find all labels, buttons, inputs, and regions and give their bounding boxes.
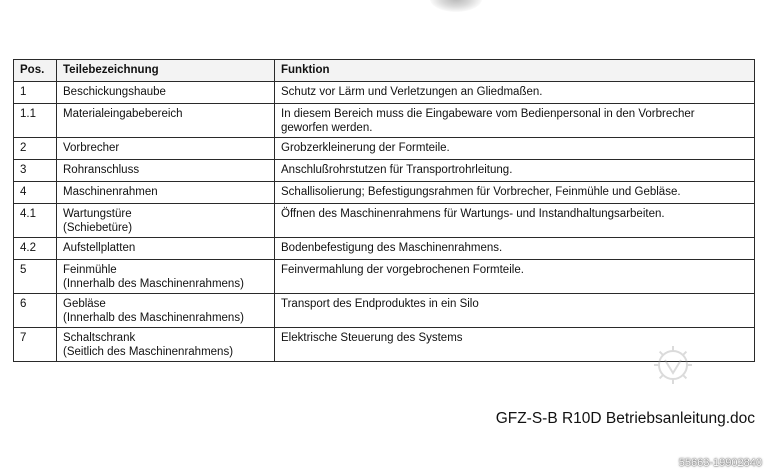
table-row	[14, 204, 755, 238]
cell-part-name	[57, 82, 275, 104]
part-name-line: Maschinenrahmen	[63, 186, 158, 198]
table-header-row	[14, 60, 755, 82]
parts-table	[13, 59, 755, 362]
cell-part-name	[57, 104, 275, 138]
table-row	[14, 182, 755, 204]
part-name-line: Schaltschrank	[63, 332, 136, 344]
function-line: Anschlußrohrstutzen für Transportrohrleitung.	[281, 164, 513, 176]
table-row	[14, 160, 755, 182]
function-line: Schallisolierung; Befestigungsrahmen für Vorbrecher, Feinmühle und Gebläse.	[281, 186, 681, 198]
part-name-line: Vorbrecher	[63, 142, 120, 154]
cell-function	[275, 238, 755, 260]
part-name-line: Feinmühle	[63, 264, 117, 276]
function-line: Bodenbefestigung des Maschinenrahmens.	[281, 242, 503, 254]
cell-pos: 4.1	[14, 204, 57, 238]
part-name-line: Gebläse	[63, 298, 106, 310]
function-line: Öffnen des Maschinenrahmens für Wartungs- und Instandhaltungsarbeiten.	[281, 208, 665, 220]
header-function: Funktion	[275, 60, 755, 82]
function-line: Schutz vor Lärm und Verletzungen an Gliedmaßen.	[281, 86, 543, 98]
function-line: Elektrische Steuerung des Systems	[281, 332, 463, 344]
part-name-line: (Schiebetüre)	[63, 222, 133, 234]
cell-part-name	[57, 182, 275, 204]
cell-pos: 4.2	[14, 238, 57, 260]
cell-pos: 6	[14, 294, 57, 328]
watermark-id: 55663-19902840	[678, 457, 762, 469]
part-name-line: Aufstellplatten	[63, 242, 136, 254]
cell-part-name	[57, 238, 275, 260]
part-name-line: (Innerhalb des Maschinenrahmens)	[63, 312, 244, 324]
cell-function	[275, 260, 755, 294]
cell-part-name	[57, 138, 275, 160]
cell-pos: 5	[14, 260, 57, 294]
document-filename: GFZ-S-B R10D Betriebsanleitung.doc	[495, 410, 755, 427]
part-name-line: Wartungstüre	[63, 208, 132, 220]
cell-part-name	[57, 294, 275, 328]
table-row	[14, 138, 755, 160]
cell-pos: 2	[14, 138, 57, 160]
cell-function	[275, 204, 755, 238]
table-row	[14, 238, 755, 260]
table-row	[14, 104, 755, 138]
cell-function	[275, 160, 755, 182]
function-line: Grobzerkleinerung der Formteile.	[281, 142, 450, 154]
table-row	[14, 294, 755, 328]
cell-pos: 7	[14, 328, 57, 362]
table-body	[14, 82, 755, 362]
cell-pos: 3	[14, 160, 57, 182]
function-line: Feinvermahlung der vorgebrochenen Formteile.	[281, 264, 524, 276]
cell-pos: 1.1	[14, 104, 57, 138]
function-line: In diesem Bereich muss die Eingabeware vom Bedienpersonal in den Vorbrecher	[281, 108, 695, 120]
gear-logo-watermark-icon	[650, 342, 696, 388]
cell-function	[275, 182, 755, 204]
cell-pos: 1	[14, 82, 57, 104]
header-part-name: Teilebezeichnung	[57, 60, 275, 82]
part-name-line: Beschickungshaube	[63, 86, 166, 98]
cell-part-name	[57, 260, 275, 294]
cell-function	[275, 104, 755, 138]
function-line: Transport des Endproduktes in ein Silo	[281, 298, 479, 310]
table-row	[14, 82, 755, 104]
part-name-line: Rohranschluss	[63, 164, 140, 176]
part-name-line: Materialeingabebereich	[63, 108, 183, 120]
cell-pos: 4	[14, 182, 57, 204]
function-line: geworfen werden.	[281, 122, 373, 134]
cell-function	[275, 294, 755, 328]
table-row	[14, 260, 755, 294]
blurred-object	[430, 0, 482, 12]
part-name-line: (Seitlich des Maschinenrahmens)	[63, 346, 234, 358]
table-row	[14, 328, 755, 362]
part-name-line: (Innerhalb des Maschinenrahmens)	[63, 278, 244, 290]
cell-function	[275, 82, 755, 104]
header-pos: Pos.	[14, 60, 57, 82]
cell-part-name	[57, 328, 275, 362]
cell-part-name	[57, 160, 275, 182]
cell-part-name	[57, 204, 275, 238]
cell-function	[275, 138, 755, 160]
